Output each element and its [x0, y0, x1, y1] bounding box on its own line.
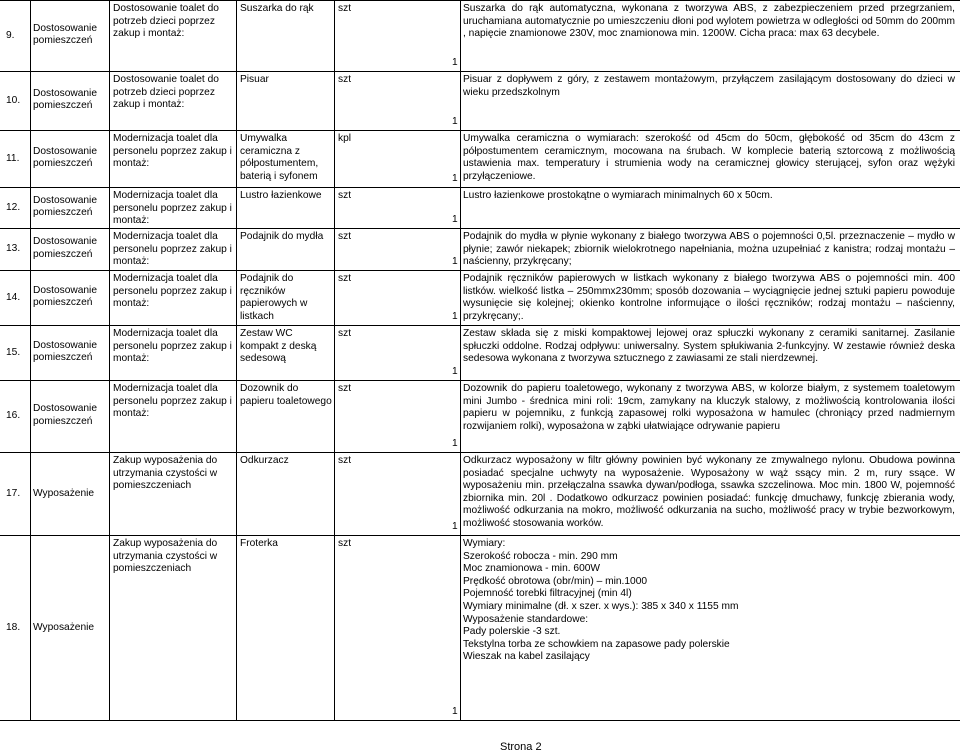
description-cell — [463, 538, 957, 664]
row-divider — [0, 535, 960, 536]
description-line: Moc znamionowa - min. 600W — [463, 563, 601, 575]
description-cell: Podajnik ręczników papierowych w listkach wykonany z białego tworzywa ABS o pojemności min. 400 listków. wielkość listka – 250mmx230mm; sposób dozowania – wyciągnięcie jednej sztuki papieru powoduje wysunięcie się kolejnej; okienko kontrolne informujące o ilości ręczników; rodzaj montażu – naścienny, przykręcany;. — [463, 273, 955, 322]
description-cell: Zestaw składa się z miski kompaktowej lejowej oraz spłuczki wykonany z ceramiki sanitarnej. Zasilanie spłuczki oddolne. Rodzaj odpływu: uniwersalny. System spłukiwania 2-funkcyjny. W zestawie również deska sedesowa wykonana z tworzywa sztucznego z zawiasami ze stali nierdzewnej. — [463, 328, 955, 365]
task-name-cell: Modernizacja toalet dla personelu poprzez zakup i montaż: — [113, 328, 232, 365]
category-cell: Dostosowanie pomieszczeń — [33, 22, 97, 47]
category-cell: Dostosowanie pomieszczeń — [33, 403, 97, 427]
item-cell: Suszarka do rąk — [240, 3, 314, 14]
task-name-cell: Zakup wyposażenia do utrzymania czystości w pomieszczeniach — [113, 538, 218, 575]
description-cell: Pisuar z dopływem z góry, z zestawem montażowym, przyłączem zasilającym dostosowany do dzieci w wieku przedszkolnym — [463, 74, 955, 98]
item-cell: Odkurzacz — [240, 455, 289, 466]
quantity-cell: 1 — [452, 706, 458, 717]
item-cell: Podajnik do ręczników papierowych w listkach — [240, 273, 308, 322]
task-name-cell: Modernizacja toalet dla personelu poprzez zakup i montaż: — [113, 273, 232, 310]
description-cell: Umywalka ceramiczna o wymiarach: szerokość od 45cm do 50cm, głębokość od 35cm do 43cm z półpostumentem ceramicznym, mocowana na śrubach. W komplecie baterią sztorcową z możliwością ustawienia max. temperatury i strumienia wody na ceramicznej głowicy sterującej, syfon oraz wężyki przyłączeniowe. — [463, 133, 955, 182]
quantity-cell: 1 — [452, 116, 458, 127]
item-cell: Zestaw WC kompakt z deską sedesową — [240, 328, 317, 365]
col-divider — [334, 0, 335, 721]
item-cell: Pisuar — [240, 74, 269, 85]
quantity-cell: 1 — [452, 366, 458, 377]
row-divider — [0, 130, 960, 131]
row-divider — [0, 325, 960, 326]
unit-cell: szt — [338, 273, 352, 284]
description-line: Prędkość obrotowa (obr/min) – min.1000 — [463, 575, 648, 587]
category-cell: Wyposażenie — [33, 487, 95, 499]
page-footer: Strona 2 — [500, 741, 542, 753]
row-divider — [0, 187, 960, 188]
item-cell: Umywalka ceramiczna z półpostumentem, baterią i syfonem — [240, 133, 319, 182]
row-number: 15. — [6, 346, 21, 358]
task-name-cell: Zakup wyposażenia do utrzymania czystości w pomieszczeniach — [113, 455, 218, 492]
row-number: 12. — [6, 201, 21, 213]
row-number: 11. — [6, 152, 20, 164]
category-cell: Dostosowanie pomieszczeń — [33, 87, 97, 112]
task-name-cell: Modernizacja toalet dla personelu poprzez zakup i montaż: — [113, 383, 232, 420]
description-line: Szerokość robocza - min. 290 mm — [463, 550, 618, 562]
row-divider — [0, 71, 960, 72]
task-name-cell: Modernizacja toalet dla personelu poprzez zakup i montaż: — [113, 231, 232, 268]
col-divider — [109, 0, 110, 721]
description-line: Wymiary minimalne (dł. x szer. x wys.): 385 x 340 x 1155 mm — [463, 600, 739, 612]
quantity-cell: 1 — [452, 311, 458, 322]
row-divider — [0, 380, 960, 381]
description-line: Pojemność torebki filtracyjnej (min 4l) — [463, 588, 632, 600]
row-number: 17. — [6, 487, 21, 499]
quantity-cell: 1 — [452, 173, 458, 184]
category-cell: Dostosowanie pomieszczeń — [33, 145, 97, 170]
row-divider — [0, 720, 960, 721]
quantity-cell: 1 — [452, 57, 458, 68]
unit-cell: szt — [338, 328, 352, 339]
unit-cell: szt — [338, 383, 352, 394]
unit-cell: szt — [338, 3, 352, 14]
task-name-cell: Dostosowanie toalet do potrzeb dzieci poprzez zakup i montaż: — [113, 74, 219, 111]
unit-cell: szt — [338, 190, 352, 201]
task-name-cell: Modernizacja toalet dla personelu poprzez zakup i montaż: — [113, 133, 232, 170]
row-number: 13. — [6, 243, 21, 254]
category-cell: Dostosowanie pomieszczeń — [33, 236, 97, 260]
item-cell: Podajnik do mydła — [240, 231, 324, 242]
item-cell: Lustro łazienkowe — [240, 190, 322, 201]
description-cell: Lustro łazienkowe prostokątne o wymiarach minimalnych 60 x 50cm. — [463, 190, 773, 201]
description-cell: Odkurzacz wyposażony w filtr główny powinien być wykonany ze zmywalnego nylonu. Obudowa powinna posiadać specjalne uchwyty na wyposażenie. Wyposażony w wąż ssący min. 2 m, rury ssące. W wyposażeniu min. przełączalna ssawka dywan/podłoga, ssawka szczelinowa. Moc min. 1800 W, pojemność zbiornika min. 20l . Dodatkowo odkurzacz powinien posiadać: funkcję dmuchawy, funkcję zbierania wody, możliwość odkurzania na mokro, możliwość odkurzania na sucho, możliwość pracy w trybie bezworkowym, możliwość stosowania worków. — [463, 455, 955, 529]
row-number: 14. — [6, 291, 21, 303]
unit-cell: szt — [338, 231, 352, 242]
item-cell: Dozownik do papieru toaletowego — [240, 383, 332, 407]
category-cell: Dostosowanie pomieszczeń — [33, 194, 97, 219]
quantity-cell: 1 — [452, 214, 458, 225]
row-number: 10. — [6, 94, 21, 106]
row-number: 16. — [6, 410, 21, 421]
unit-cell: kpl — [338, 133, 352, 144]
description-cell: Dozownik do papieru toaletowego, wykonany z tworzywa ABS, w kolorze białym, z systemem toaletowym mini Jumbo - średnica mini roli: 19cm, zamykany na kluczyk stalowy, z możliwością kontrolowania ilości papieru w pojemniku, z funkcją zapasowej rolki wyposażona w hamulec (chroniący przed nadmiernym rozwijaniem rolki), wyposażona w ząbki ułatwiające odrywanie papieru — [463, 383, 955, 432]
col-divider — [30, 0, 31, 721]
row-divider — [0, 452, 960, 453]
quantity-cell: 1 — [452, 438, 458, 449]
item-cell: Froterka — [240, 538, 278, 549]
category-cell: Dostosowanie pomieszczeń — [33, 284, 97, 309]
description-cell: Suszarka do rąk automatyczna, wykonana z tworzywa ABS, z zabezpieczeniem przed przegrzaniem, uruchamiana automatycznie po umieszczeniu dłoni pod wylotem powietrza w odległości od 50mm do 200mm , napięcie znamionowe 230V, moc znamionowa min. 1200W. Cicha praca: max 63 decybele. — [463, 3, 955, 40]
description-line: Pady polerskie -3 szt. — [463, 626, 561, 638]
unit-cell: szt — [338, 74, 352, 85]
row-divider — [0, 0, 960, 1]
description-line: Tekstylna torba ze schowkiem na zapasowe pady polerskie — [463, 638, 730, 650]
description-line: Wyposażenie standardowe: — [463, 613, 589, 625]
description-cell: Podajnik do mydła w płynie wykonany z białego tworzywa ABS o pojemności 0,5l. przeznaczenie – mydło w płynie; zawór niekapek; zbiornik wielokrotnego napełniania, można uzupełniać z kanistra; rodzaj montażu – naścienny, przykręcany; — [463, 231, 955, 268]
description-line: Wymiary: — [463, 538, 506, 549]
category-cell: Dostosowanie pomieszczeń — [33, 339, 97, 364]
row-divider — [0, 270, 960, 271]
task-name-cell: Dostosowanie toalet do potrzeb dzieci poprzez zakup i montaż: — [113, 3, 219, 40]
quantity-cell: 1 — [452, 256, 458, 267]
unit-cell: szt — [338, 455, 352, 466]
unit-cell: szt — [338, 538, 352, 549]
quantity-cell: 1 — [452, 521, 458, 532]
row-number: 9. — [6, 29, 15, 41]
description-line: Wieszak na kabel zasilający — [463, 651, 590, 663]
col-divider — [460, 0, 461, 721]
task-name-cell: Modernizacja toalet dla personelu poprzez zakup i montaż: — [113, 190, 232, 227]
category-cell: Wyposażenie — [33, 621, 95, 633]
row-number: 18. — [6, 621, 21, 633]
row-divider — [0, 228, 960, 229]
